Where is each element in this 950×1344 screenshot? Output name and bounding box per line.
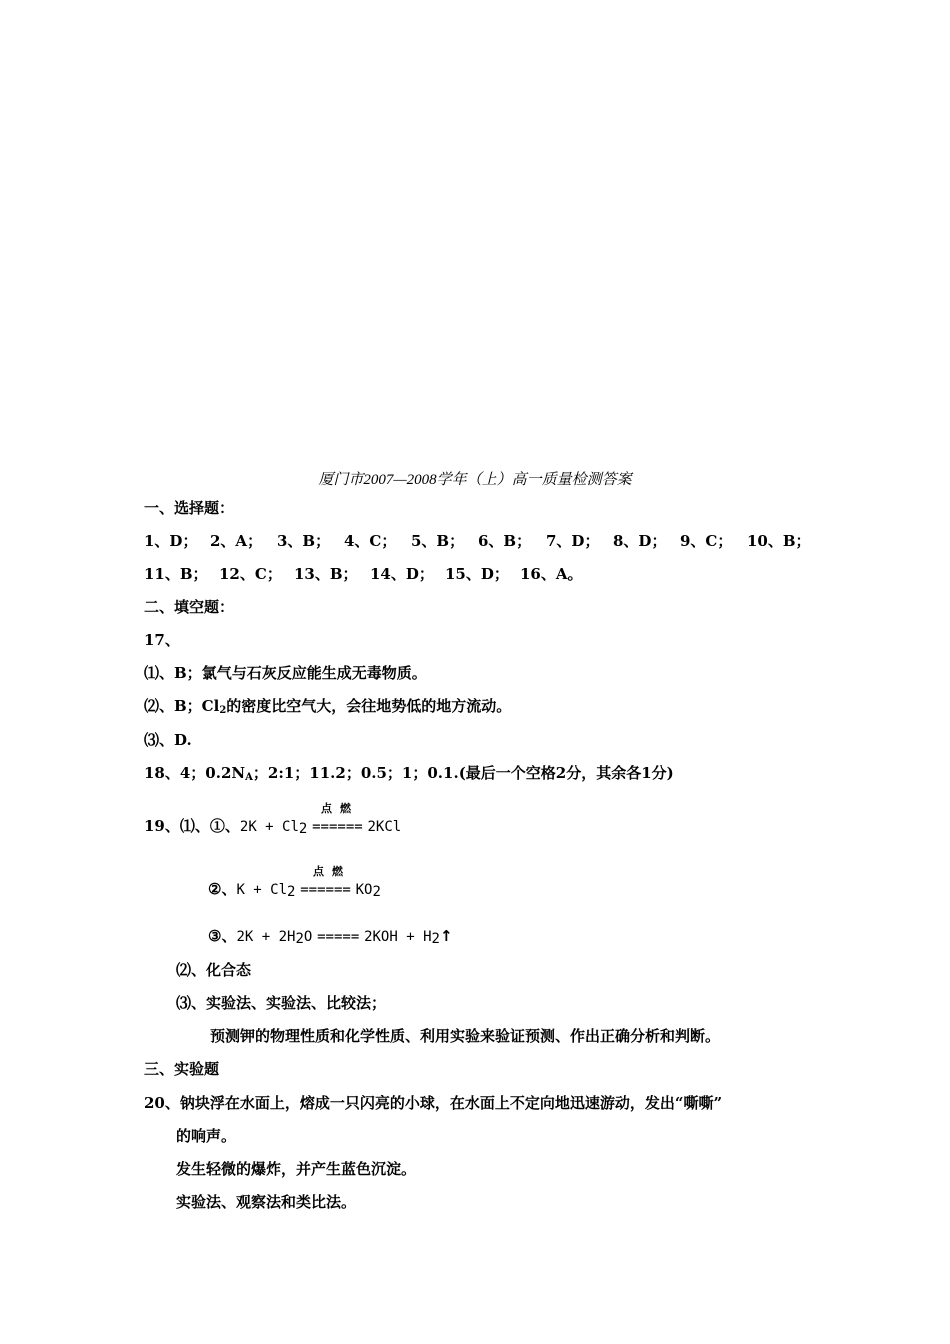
- page-title: 厦门市2007—2008学年（上）高一质量检测答案: [318, 472, 632, 488]
- answer-12: 12、C；: [219, 565, 282, 583]
- answer-6: 6、B；: [478, 532, 532, 550]
- answer-11: 11、B；: [144, 565, 208, 583]
- question-19-part-3-detail: 预测钾的物理性质和化学性质、利用实验来验证预测、作出正确分析和判断。: [210, 1027, 721, 1045]
- equation-3: ③、$2K + 2H_2O$ ===== $2KOH + H_2↑$: [208, 927, 453, 947]
- gas-arrow-icon: ↑: [439, 927, 453, 945]
- answer-5: 5、B；: [411, 532, 465, 550]
- answer-16: 16、A。: [520, 565, 583, 583]
- answer-1: 1、D；: [144, 532, 198, 550]
- reaction-condition-1: 点燃: [321, 802, 359, 815]
- answer-14: 14、D；: [370, 565, 434, 583]
- question-17-part-2: ⑵、B；$Cl_2$的密度比空气大，会往地势低的地方流动。: [144, 697, 512, 716]
- equation-1: 19、⑴、①、$2K + Cl_2$ ====== 2KCl: [144, 817, 402, 837]
- question-20-line-4: 实验法、观察法和类比法。: [176, 1193, 357, 1211]
- section-heading-choice: 一、选择题：: [144, 499, 235, 517]
- question-20-line-3: 发生轻微的爆炸，并产生蓝色沉淀。: [176, 1160, 417, 1178]
- answer-4: 4、C；: [344, 532, 397, 550]
- section-heading-fill: 二、填空题：: [144, 598, 235, 616]
- question-20-line-2: 的响声。: [176, 1127, 237, 1145]
- equation-2: ②、$K + Cl_2$ ====== $KO_2$: [208, 880, 381, 900]
- answer-15: 15、D；: [445, 565, 509, 583]
- question-18: 18、4；$0.2N_A$；2:1；11.2；0.5；1；0.1.(最后一个空格2分，其余各1分): [144, 764, 674, 783]
- answer-9: 9、C；: [680, 532, 733, 550]
- choice-answers-row-1: [144, 531, 811, 551]
- question-20-line-1: 20、钠块浮在水面上，熔成一只闪亮的小球，在水面上不定向地迅速游动，发出“嘶嘶”: [144, 1094, 723, 1112]
- answer-7: 7、D；: [546, 532, 600, 550]
- reaction-condition-2: 点燃: [313, 865, 351, 878]
- choice-answers-row-2: [144, 564, 583, 584]
- question-19-part-2: ⑵、化合态: [176, 961, 252, 979]
- question-17-label: 17、: [144, 631, 180, 649]
- question-19-part-3: ⑶、实验法、实验法、比较法；: [176, 994, 387, 1012]
- answer-8: 8、D；: [613, 532, 667, 550]
- answer-2: 2、A；: [210, 532, 263, 550]
- question-17-part-3: ⑶、D.: [144, 731, 192, 749]
- question-17-part-1: ⑴、B；氯气与石灰反应能生成无毒物质。: [144, 664, 427, 682]
- answer-10: 10、B；: [747, 532, 811, 550]
- answer-13: 13、B；: [294, 565, 358, 583]
- section-heading-experiment: 三、实验题: [144, 1060, 220, 1078]
- answer-3: 3、B；: [277, 532, 331, 550]
